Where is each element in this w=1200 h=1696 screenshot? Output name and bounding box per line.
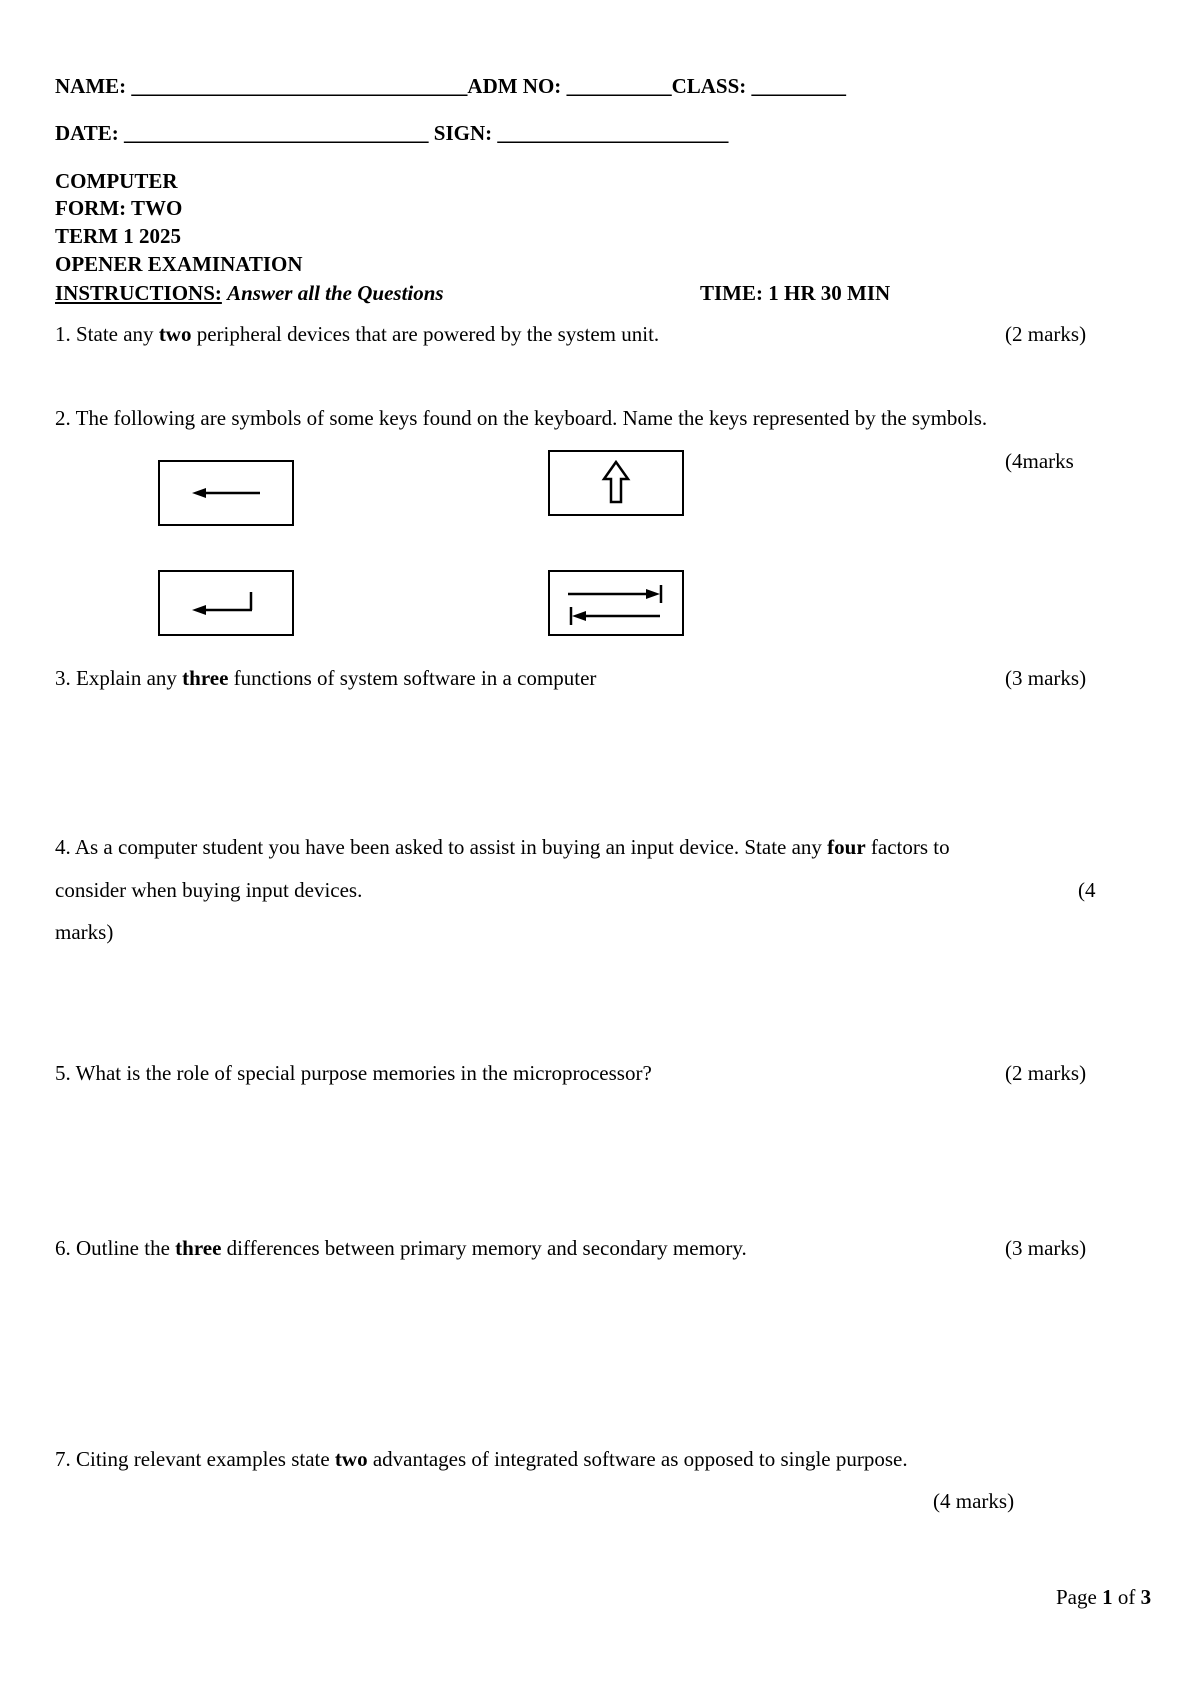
form-title: FORM: TWO: [55, 196, 183, 220]
shift-key-symbol: [548, 450, 684, 516]
question-2: 2. The following are symbols of some keys found on the keyboard. Name the keys represented by the symbols.: [55, 406, 988, 430]
q4-marks-part2: marks): [55, 920, 114, 944]
q7-emphasis: two: [334, 1447, 368, 1471]
tab-arrow-icon: [550, 572, 682, 634]
q6-marks: (3 marks): [1005, 1236, 1087, 1260]
q4-emphasis: four: [827, 835, 866, 859]
date-label: DATE:: [55, 121, 119, 145]
q1-emphasis: two: [158, 322, 192, 346]
page-current: 1: [1102, 1585, 1113, 1609]
enter-arrow-icon: [160, 572, 292, 634]
q3-marks: (3 marks): [1005, 666, 1087, 690]
instructions-text: Answer all the Questions: [227, 281, 444, 305]
instructions: [55, 283, 444, 304]
q4-text-post: factors to: [865, 835, 950, 859]
q7-marks: (4 marks): [933, 1489, 1015, 1513]
q4-line-2: consider when buying input devices.: [55, 878, 363, 902]
question-4: [55, 837, 950, 858]
sign-blank[interactable]: ______________________: [497, 121, 729, 145]
question-5: 5. What is the role of special purpose memories in the microprocessor?: [55, 1061, 652, 1085]
question-1: [55, 324, 659, 345]
q2-marks: (4marks: [1005, 449, 1074, 473]
q4-text-pre: 4. As a computer student you have been asked to assist in buying an input device. State any: [55, 835, 828, 859]
date-line: [55, 123, 728, 144]
exam-title: OPENER EXAMINATION: [55, 252, 303, 276]
page-of-word: of: [1112, 1585, 1141, 1609]
q6-emphasis: three: [175, 1236, 222, 1260]
shift-arrow-icon: [550, 452, 682, 514]
enter-key-symbol: [158, 570, 294, 636]
question-6: [55, 1238, 747, 1259]
q6-text-pre: 6. Outline the: [55, 1236, 176, 1260]
q3-emphasis: three: [182, 666, 229, 690]
adm-blank[interactable]: __________: [566, 74, 672, 98]
q7-text-pre: 7. Citing relevant examples state: [55, 1447, 335, 1471]
subject-title: COMPUTER: [55, 169, 178, 193]
q1-text-post: peripheral devices that are powered by the system unit.: [191, 322, 660, 346]
sign-label: SIGN:: [433, 121, 493, 145]
name-label: NAME:: [55, 74, 127, 98]
page-total: 3: [1140, 1585, 1152, 1609]
name-blank[interactable]: ________________________________: [131, 74, 468, 98]
instructions-label: INSTRUCTIONS:: [55, 281, 222, 305]
term-title: TERM 1 2025: [55, 224, 181, 248]
date-blank[interactable]: _____________________________: [124, 121, 429, 145]
q1-marks: (2 marks): [1005, 322, 1087, 346]
q6-text-post: differences between primary memory and secondary memory.: [221, 1236, 747, 1260]
q7-text-post: advantages of integrated software as opposed to single purpose.: [367, 1447, 908, 1471]
backspace-key-symbol: [158, 460, 294, 526]
q1-text-pre: 1. State any: [55, 322, 159, 346]
question-7: [55, 1449, 908, 1470]
page-word: Page: [1056, 1585, 1103, 1609]
backspace-arrow-icon: [160, 462, 292, 524]
question-3: [55, 668, 596, 689]
page-number: [1056, 1587, 1151, 1608]
q5-marks: (2 marks): [1005, 1061, 1087, 1085]
class-blank[interactable]: _________: [751, 74, 847, 98]
q4-marks-part1: (4: [1078, 878, 1096, 902]
tab-key-symbol: [548, 570, 684, 636]
adm-label: ADM NO:: [467, 74, 562, 98]
q3-text-post: functions of system software in a computer: [228, 666, 597, 690]
time-label: TIME: 1 HR 30 MIN: [700, 281, 891, 305]
name-line: [55, 76, 846, 97]
class-label: CLASS:: [671, 74, 747, 98]
q3-text-pre: 3. Explain any: [55, 666, 183, 690]
